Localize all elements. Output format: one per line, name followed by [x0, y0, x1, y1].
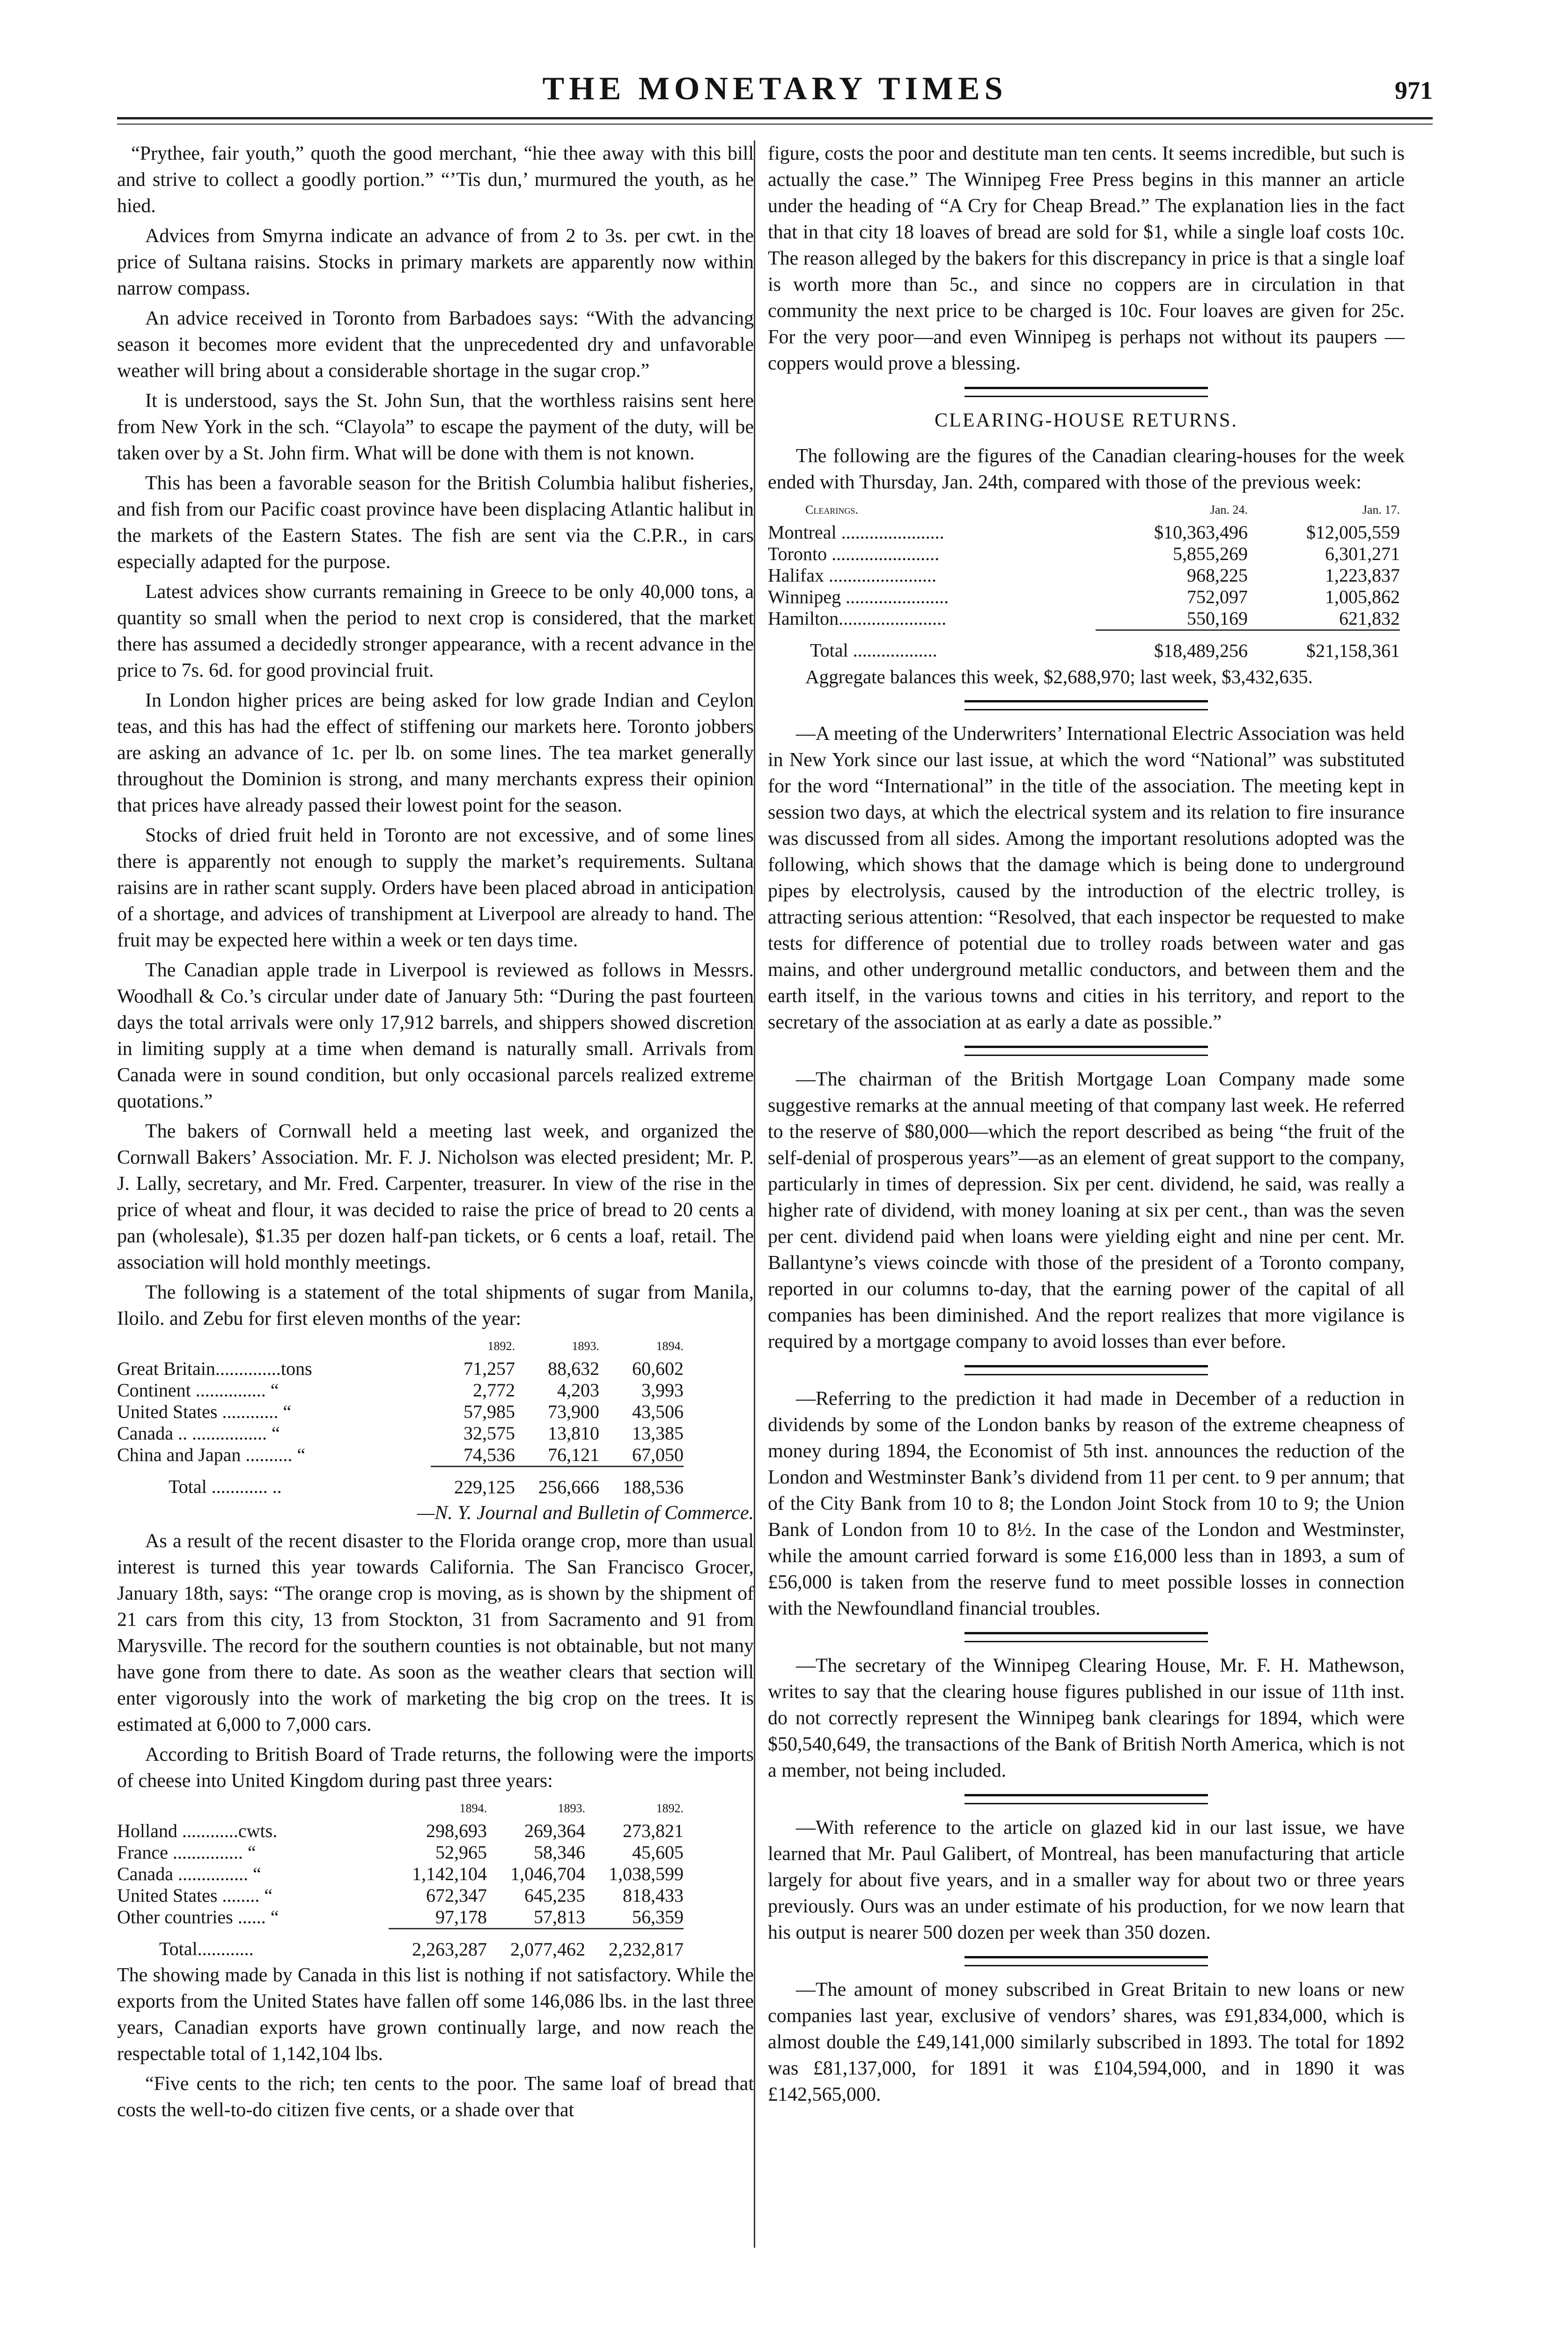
paragraph-currants: Latest advices show currants remaining in Greece to be only 40,000 tons, a quantity so small when the period to next crop is considered, that the market there has assumed a decidedly stronger appearance, with a recent advance in the price to 7s. 6d. for good provincial fruit. — [117, 581, 754, 681]
paragraph-underwriters: —A meeting of the Underwriters’ International Electric Association was held in New York since our last issue, at which the word “National” was substituted for the word “International” in the title of the association. The meeting kept in session two days, at which the electrical system and its relation to fire insurance was discussed from all sides. Among the important resolutions adopted was the following, which shows that the damage which is being done to underground pipes by electrolysis, caused by the introduction of the electric trolley, is attracting serious attention: “Resolved, that each inspector be requested to make tests for difference of potential due to trolley roads between water and gas mains, and other underground metallic conductors, and between them and the earth itself, in the various towns and cities in his territory, and report to the secretary of the association at as early a date as possible.” — [768, 723, 1405, 1033]
table-cell: 2,772 — [473, 1380, 515, 1401]
table-row — [117, 1842, 684, 1863]
table-cell: 67,050 — [632, 1444, 684, 1465]
total-cell: $18,489,256 — [1096, 630, 1248, 662]
section-separator — [964, 1365, 1208, 1375]
paragraph-sugar-intro: The following is a statement of the total shipments of sugar from Manila, Iloilo. and Zebu for first eleven months of the year: — [117, 1282, 754, 1329]
row-label: Halifax ....................... — [768, 565, 936, 586]
table-cell: 58,346 — [534, 1842, 585, 1863]
paragraph-halibut: This has been a favorable season for the British Columbia halibut fisheries, and fish from our Pacific coast province have been displacing Atlantic halibut in the markets of the Eastern States. The fish are sent via the C.P.R., in cars especially adapted for the purpose. — [117, 473, 754, 573]
table-cell: 269,364 — [524, 1820, 585, 1841]
total-label: Total............ — [159, 1938, 254, 1959]
table-header-row — [768, 499, 1400, 522]
table-cell: 968,225 — [1187, 565, 1248, 586]
table-cell: 1,005,862 — [1325, 586, 1400, 607]
table-cell: 752,097 — [1187, 586, 1248, 607]
table-row — [117, 1423, 684, 1444]
table-cell: 97,178 — [435, 1906, 487, 1927]
paragraph-apple-trade: The Canadian apple trade in Liverpool is reviewed as follows in Messrs. Woodhall & Co.’s circular under date of January 5th: “During the past fourteen days the total arrivals were only 17,912 barrels, and shippers showed discretion in limiting supply at a time when demand is naturally small. Arrivals from Canada were in sound condition, but only occasional parcels realized extreme quotations.” — [117, 960, 754, 1112]
row-label: Great Britain..............tons — [117, 1358, 312, 1379]
paragraph-winnipeg-clearing: —The secretary of the Winnipeg Clearing House, Mr. F. H. Mathewson, writes to say that the clearing house figures published in our issue of 11th inst. do not correctly represent the Winnipeg bank clearings for 1894, which were $50,540,649, the transactions of the Bank of British North America, which is not a member, not being included. — [768, 1655, 1405, 1781]
paragraph-glazed-kid: —With reference to the article on glazed kid in our last issue, we have learned that Mr. Paul Galibert, of Montreal, has been manufacturing that article largely for about five years, and in a smaller way for about two or three years previously. Ours was an under estimate of his production, for we now learn that his output is nearer 500 dozen per week than 350 dozen. — [768, 1817, 1405, 1943]
paragraph-clearing-intro: The following are the figures of the Canadian clearing-houses for the week ended with Thursday, Jan. 24th, compared with those of the previous week: — [768, 445, 1405, 493]
paragraph-orange-crop: As a result of the recent disaster to the Florida orange crop, more than usual interest is turned this year towards California. The San Francisco Grocer, January 18th, says: “The orange crop is moving, as is shown by the shipment of 21 cars from this city, 13 from Stockton, 31 from Sacramento and 91 from Marysville. The record for the southern counties is not obtainable, but not many have gone from there to date. As soon as the weather clears that section will enter vigorously into the work of marketing the big crop on the trees. It is estimated at 6,000 to 7,000 cars. — [117, 1530, 754, 1735]
column-header: 1892. — [656, 1801, 684, 1815]
total-label: Total ............ .. — [169, 1476, 282, 1497]
table-row — [117, 1380, 684, 1401]
column-header: 1894. — [459, 1801, 487, 1815]
header-rule-thin — [117, 124, 1433, 125]
table-cell: 1,038,599 — [609, 1863, 684, 1884]
total-cell: 2,232,817 — [585, 1929, 684, 1961]
column-header: Jan. 24. — [1210, 503, 1248, 517]
clearing-house-table — [768, 499, 1400, 662]
total-cell: 2,077,462 — [487, 1929, 585, 1961]
paragraph-dried-fruit: Stocks of dried fruit held in Toronto are not excessive, and of some lines there is apparently not enough to supply the market’s requirements. Sultana raisins are in rather scant supply. Orders have been placed abroad in anticipation of a shortage, and advices of transhipment at Liverpool are already to hand. The fruit may be expected here within a week or ten days time. — [117, 825, 754, 951]
sugar-shipments-table — [117, 1336, 684, 1498]
table-cell: 672,347 — [426, 1885, 487, 1906]
column-divider — [754, 140, 755, 2248]
row-label: Canada .. ................ “ — [117, 1423, 280, 1444]
table-cell: 1,046,704 — [510, 1863, 585, 1884]
table-cell: 550,169 — [1187, 608, 1248, 629]
section-separator — [964, 387, 1208, 397]
section-separator — [964, 700, 1208, 710]
paragraph-prythee: “Prythee, fair youth,” quoth the good merchant, “hie thee away with this bill and strive to collect a goodly portion.” “’Tis dun,’ murmured the youth, as he hied. — [117, 143, 754, 217]
row-label: Toronto ....................... — [768, 543, 940, 564]
paragraph-teas: In London higher prices are being asked for low grade Indian and Ceylon teas, and this has had the effect of stiffening our markets here. Toronto jobbers are asking an advance of 1c. per lb. on some lines. The tea market generally throughout the Dominion is strong, and many merchants express their opinion that prices have already passed their lowest point for the season. — [117, 690, 754, 816]
masthead — [117, 66, 1433, 122]
paragraph-london-banks: —Referring to the prediction it had made in December of a reduction in dividends by some of the London banks by reason of the extreme cheapness of money during 1894, the Economist of 5th inst. announces the reduction of the London and Westminster Bank’s dividend from 11 per cent. to 9 per annum; that of the City Bank from 10 to 8; the London Joint Stock from 10 to 9; the Union Bank of London from 10 to 8½. In the case of the London and Westminster, while the amount carried forward is some £16,000 less than in 1893, a sum of £56,000 is taken from the reserve fund to meet possible losses in connection with the Newfoundland financial troubles. — [768, 1388, 1405, 1619]
table-cell: 73,900 — [548, 1401, 599, 1422]
table-cell: $10,363,496 — [1154, 522, 1248, 543]
table-cell: 88,632 — [548, 1358, 599, 1379]
section-separator — [964, 1956, 1208, 1966]
table-cell: 1,142,104 — [412, 1863, 487, 1884]
source-citation: —N. Y. Journal and Bulletin of Commerce. — [417, 1502, 754, 1524]
table-cell: 76,121 — [548, 1444, 599, 1465]
table-cell: 56,359 — [632, 1906, 684, 1927]
row-label: China and Japan .......... “ — [117, 1444, 306, 1465]
column-header: 1893. — [558, 1801, 585, 1815]
header-rule-thick — [117, 117, 1433, 119]
row-label: Winnipeg ...................... — [768, 586, 949, 607]
aggregate-balances: Aggregate balances this week, $2,688,970; last week, $3,432,635. — [805, 666, 1313, 687]
row-label: Montreal ...................... — [768, 522, 944, 543]
table-cell: 57,813 — [534, 1906, 585, 1927]
paragraph-new-loans: —The amount of money subscribed in Great Britain to new loans or new companies last year, exclusive of vendors’ shares, was £91,834,000, which is almost double the £49,141,000 similarly subscribed in 1893. The total for 1892 was £81,137,000, for 1891 it was £104,594,000, and in 1890 it was £142,565,000. — [768, 1979, 1405, 2105]
column-header: Jan. 17. — [1362, 503, 1400, 517]
table-cell: 43,506 — [632, 1401, 684, 1422]
table-cell: 3,993 — [641, 1380, 684, 1401]
cheese-imports-table — [117, 1798, 684, 1960]
table-row — [117, 1401, 684, 1423]
table-row — [117, 1906, 684, 1929]
table-cell: $12,005,559 — [1306, 522, 1400, 543]
paragraph-five-cents: “Five cents to the rich; ten cents to the poor. The same loaf of bread that costs the well-to-do citizen five cents, or a shade over that — [117, 2073, 754, 2121]
left-column — [117, 140, 754, 2127]
table-row — [117, 1444, 684, 1467]
table-cell: 74,536 — [464, 1444, 515, 1465]
paragraph-cheese-intro: According to British Board of Trade returns, the following were the imports of cheese into United Kingdom during past three years: — [117, 1744, 754, 1792]
section-separator — [964, 1632, 1208, 1642]
row-label: Other countries ...... “ — [117, 1906, 279, 1927]
table-row — [768, 565, 1400, 586]
row-label: United States ............ “ — [117, 1401, 292, 1422]
table-cell: 52,965 — [435, 1842, 487, 1863]
table-cell: 13,385 — [632, 1423, 684, 1444]
total-cell: 2,263,287 — [389, 1929, 487, 1961]
row-label: France ............... “ — [117, 1842, 256, 1863]
table-total-row — [768, 630, 1400, 662]
row-label: Holland ............cwts. — [117, 1820, 278, 1841]
right-column — [768, 140, 1405, 2112]
paragraph-smyrna: Advices from Smyrna indicate an advance of from 2 to 3s. per cwt. in the price of Sultana raisins. Stocks in primary markets are apparently now within narrow compass. — [117, 225, 754, 299]
table-cell: 645,235 — [524, 1885, 585, 1906]
row-label: Hamilton....................... — [768, 608, 947, 629]
table-cell: 71,257 — [464, 1358, 515, 1379]
column-header: 1892. — [487, 1339, 515, 1353]
row-label: Canada ............... “ — [117, 1863, 261, 1884]
section-separator — [964, 1794, 1208, 1804]
total-cell: 188,536 — [599, 1467, 684, 1499]
table-cell: 6,301,271 — [1325, 543, 1400, 564]
table-cell: 4,203 — [557, 1380, 599, 1401]
table-row — [768, 543, 1400, 565]
table-header-row — [117, 1336, 684, 1358]
paragraph-raisins: It is understood, says the St. John Sun, that the worthless raisins sent here from New York in the sch. “Clayola” to escape the payment of the duty, will be taken over by a St. John firm. What will be done with them is not known. — [117, 390, 754, 464]
total-cell: $21,158,361 — [1248, 630, 1400, 662]
page-number: 971 — [1395, 76, 1433, 104]
section-separator — [964, 1046, 1208, 1056]
table-cell: 57,985 — [464, 1401, 515, 1422]
total-cell: 256,666 — [515, 1467, 599, 1499]
table-row — [117, 1863, 684, 1885]
table-cell: 60,602 — [632, 1358, 684, 1379]
table-header-row — [117, 1798, 684, 1820]
paragraph-bread-cost: figure, costs the poor and destitute man ten cents. It seems incredible, but such is actually the case.” The Winnipeg Free Press begins in this manner an article under the heading of “A Cry for Cheap Bread.” The explanation lies in the fact that in that city 18 loaves of bread are sold for $1, while a single loaf costs 10c. The reason alleged by the bakers for this discrepancy in price is that a single loaf is worth more than 5c., and since no coppers are in circulation in that community the next price to be charged is 10c. Four loaves are given for 25c. For the very poor—and even Winnipeg is perhaps not without its paupers —coppers would prove a blessing. — [768, 143, 1405, 374]
total-label: Total .................. — [810, 639, 937, 661]
clearing-house-title: CLEARING-HOUSE RETURNS. — [935, 410, 1238, 431]
table-row — [117, 1885, 684, 1906]
total-cell: 229,125 — [431, 1467, 515, 1499]
table-cell: 818,433 — [623, 1885, 684, 1906]
paragraph-mortgage-loan: —The chairman of the British Mortgage Loan Company made some suggestive remarks at the annual meeting of that company last week. He referred to the reserve of $80,000—which the report described as being “the fruit of the self-denial of prosperous years”—as an element of great support to the company, particularly in times of depression. Six per cent. dividend, he said, was really a higher rate of dividend, with money loaning at six per cent., than was the seven per cent. dividend paid when loans were yielding eight and nine per cent. Mr. Ballantyne’s views coincde with those of the president of a Toronto company, reported in our columns to-day, that the earning power of the capital of all companies has been diminished. And the report realizes that more vigilance is required by a mortgage company to avoid losses than ever before. — [768, 1069, 1405, 1352]
paragraph-cornwall-bakers: The bakers of Cornwall held a meeting last week, and organized the Cornwall Bakers’ Association. Mr. F. J. Nicholson was elected president; Mr. P. J. Lally, secretary, and Mr. Fred. Carpenter, treasurer. In view of the rise in the price of wheat and flour, it was decided to raise the price of bread to 20 cents a pan (wholesale), $1.35 per dozen half-pan tickets, or 6 cents a loaf, retail. The association will hold monthly meetings. — [117, 1121, 754, 1273]
table-row — [768, 586, 1400, 608]
table-row — [768, 522, 1400, 543]
table-row — [117, 1820, 684, 1842]
table-cell: 5,855,269 — [1173, 543, 1248, 564]
table-row — [117, 1358, 684, 1380]
column-header: Clearings. — [805, 503, 858, 517]
table-cell: 13,810 — [548, 1423, 599, 1444]
table-total-row — [117, 1467, 684, 1499]
publication-title: THE MONETARY TIMES — [542, 71, 1008, 107]
table-total-row — [117, 1929, 684, 1961]
table-cell: 32,575 — [464, 1423, 515, 1444]
paragraph-cheese-comment: The showing made by Canada in this list is nothing if not satisfactory. While the exports from the United States have fallen off some 146,086 lbs. in the last three years, Canadian exports have grown continually large, and now reach the respectable total of 1,142,104 lbs. — [117, 1964, 754, 2065]
row-label: Continent ............... “ — [117, 1380, 279, 1401]
table-row — [768, 608, 1400, 630]
table-cell: 621,832 — [1339, 608, 1400, 629]
column-header: 1894. — [656, 1339, 684, 1353]
table-cell: 273,821 — [623, 1820, 684, 1841]
table-cell: 1,223,837 — [1325, 565, 1400, 586]
row-label: United States ........ “ — [117, 1885, 273, 1906]
column-header: 1893. — [572, 1339, 599, 1353]
paragraph-barbadoes: An advice received in Toronto from Barbadoes says: “With the advancing season it becomes more evident that the unprecedented dry and unfavorable weather will bring about a considerable shortage in the sugar crop.” — [117, 308, 754, 382]
table-cell: 298,693 — [426, 1820, 487, 1841]
table-cell: 45,605 — [632, 1842, 684, 1863]
